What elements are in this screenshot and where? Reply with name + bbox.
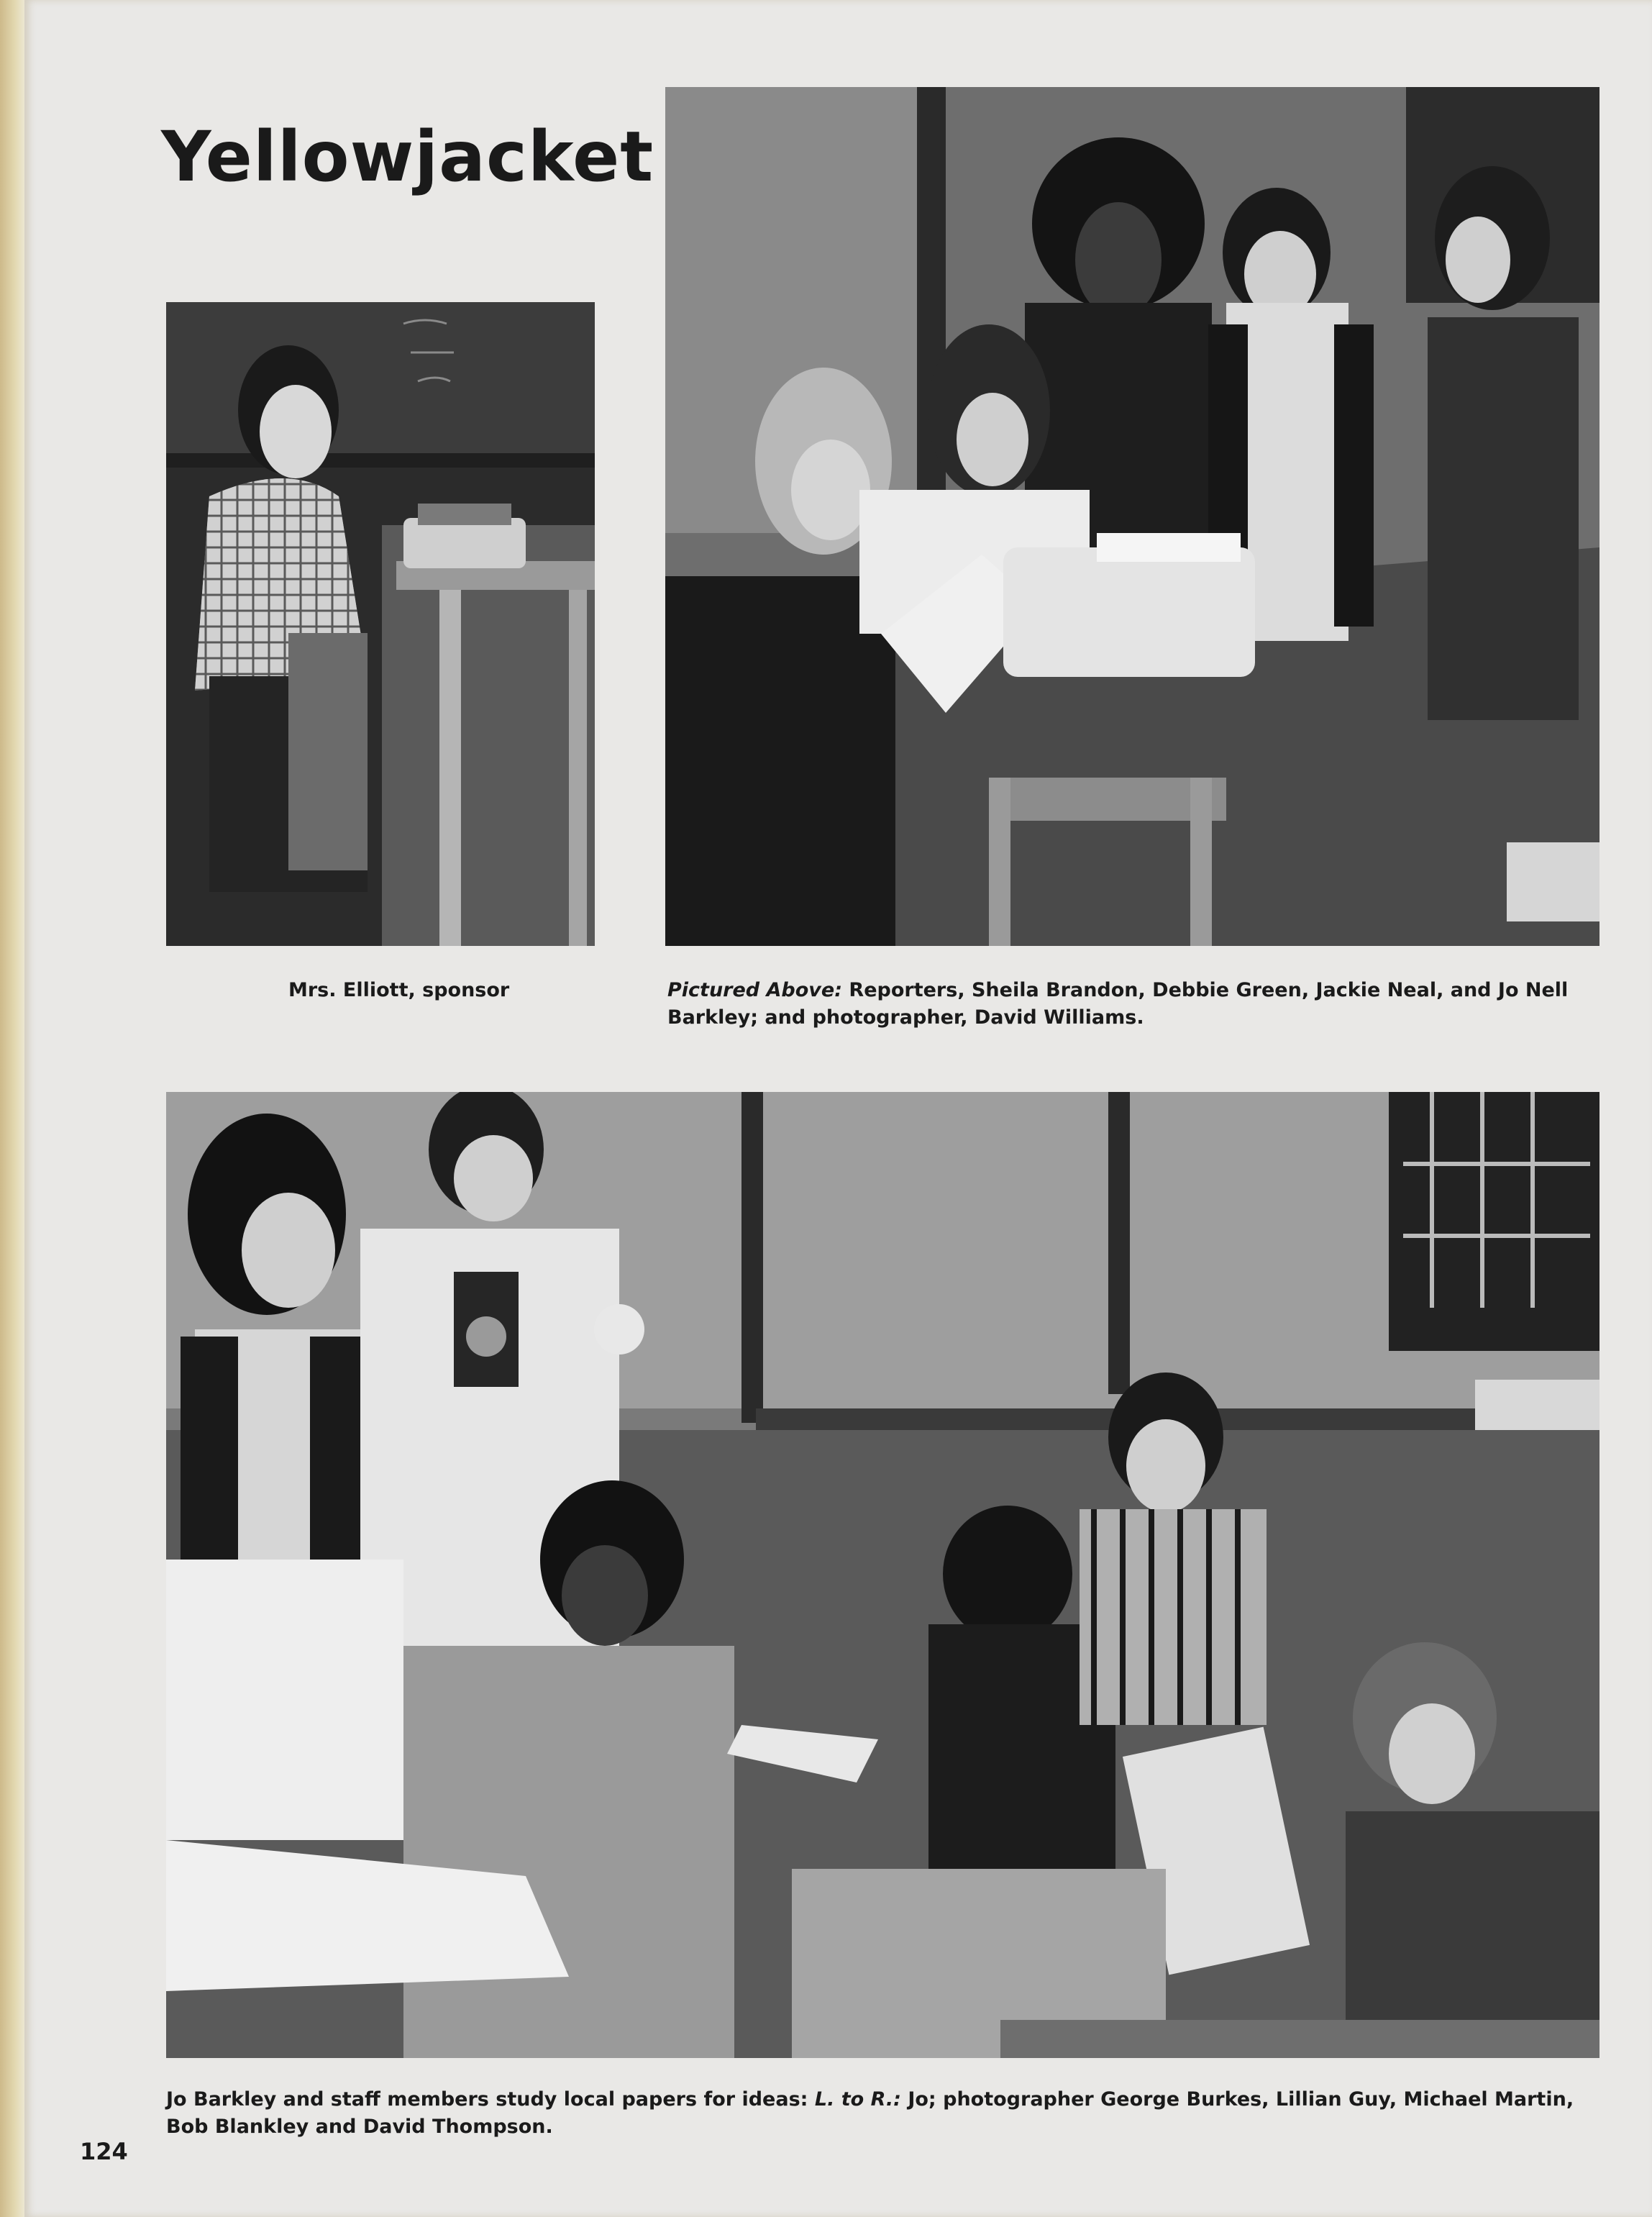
staff-photo-image xyxy=(166,1092,1599,2058)
staff-caption-text-1: Jo Barkley and staff members study local papers for ideas: xyxy=(166,2088,815,2111)
page-number: 124 xyxy=(80,2138,128,2165)
sponsor-photo xyxy=(166,302,595,946)
sponsor-caption: Mrs. Elliott, sponsor xyxy=(288,979,510,1001)
staff-caption-lead: L. to R.: xyxy=(814,2088,901,2111)
reporters-caption xyxy=(667,977,1599,1032)
reporters-caption-lead: Pictured Above: xyxy=(667,979,843,1001)
staff-caption xyxy=(166,2086,1601,2141)
reporters-caption-text: Reporters, Sheila Brandon, Debbie Green, Jackie Neal, and Jo Nell Barkley; and photographer, David Williams. xyxy=(667,979,1569,1029)
binding-edge xyxy=(0,0,24,2217)
reporters-photo xyxy=(665,87,1599,946)
reporters-photo-image xyxy=(665,87,1599,946)
page-title: Yellowjacket xyxy=(161,117,654,197)
staff-caption-text-2: Jo; photographer George Burkes, Lillian Guy, Michael Martin, Bob Blankley and David Thompson. xyxy=(166,2088,1574,2138)
staff-photo xyxy=(166,1092,1599,2058)
sponsor-photo-image xyxy=(166,302,595,946)
